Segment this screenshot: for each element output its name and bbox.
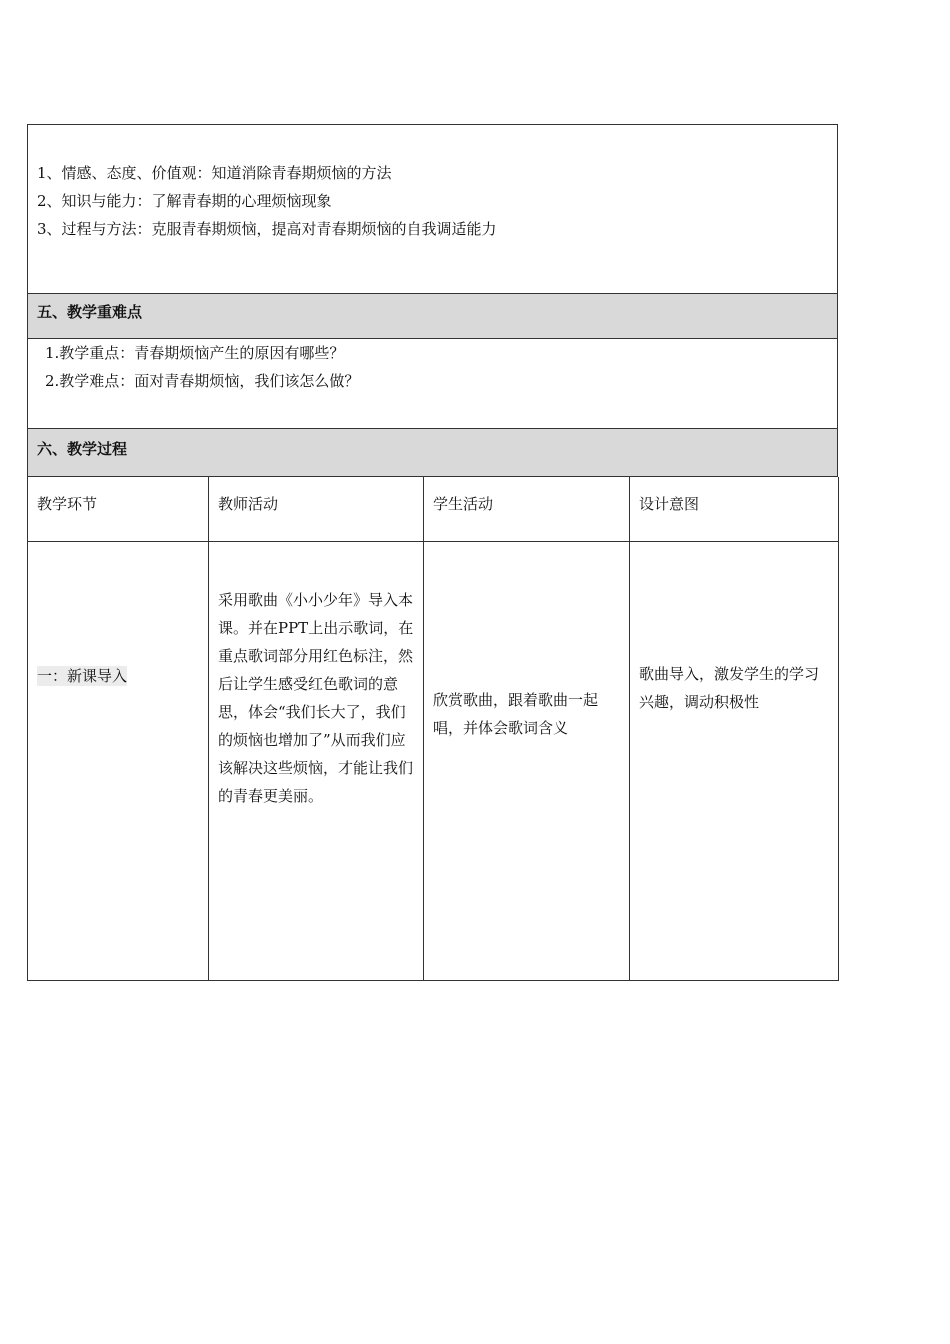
key-points-box [27, 339, 838, 429]
section-five-heading [27, 294, 838, 339]
header-design-intent: 设计意图 [630, 477, 839, 541]
process-table [27, 477, 839, 981]
header-student-activity: 学生活动 [424, 477, 630, 541]
objectives-box [27, 124, 838, 294]
table-row [28, 541, 839, 980]
objective-item: 2、知识与能力：了解青春期的心理烦恼现象 [37, 192, 332, 210]
objective-item: 1、情感、态度、价值观：知道消除青春期烦恼的方法 [37, 164, 392, 182]
section-six-title: 六、教学过程 [37, 440, 128, 458]
stage-label: 一：新课导入 [37, 666, 128, 685]
teacher-activity-cell: 采用歌曲《小小少年》导入本课。并在PPT上出示歌词，在重点歌词部分用红色标注，然后让学生感受红色歌词的意思，体会“我们长大了，我们的烦恼也增加了”从而我们应该解决这些烦恼，才能让我们的青春更美丽。 [209, 541, 424, 980]
lesson-plan-page [27, 124, 838, 981]
header-stage: 教学环节 [28, 477, 209, 541]
header-teacher-activity: 教师活动 [209, 477, 424, 541]
table-header-row [28, 477, 839, 541]
section-six-heading [27, 429, 838, 477]
design-intent-cell: 歌曲导入，激发学生的学习兴趣，调动积极性 [630, 541, 839, 980]
student-activity-cell: 欣赏歌曲，跟着歌曲一起唱，并体会歌词含义 [424, 541, 630, 980]
key-point-item: 1.教学重点：青春期烦恼产生的原因有哪些？ [45, 344, 345, 362]
objective-item: 3、过程与方法：克服青春期烦恼，提高对青春期烦恼的自我调适能力 [37, 220, 497, 238]
stage-cell [28, 541, 209, 980]
key-point-item: 2.教学难点：面对青春期烦恼，我们该怎么做？ [45, 372, 360, 390]
section-five-title: 五、教学重难点 [37, 303, 143, 321]
